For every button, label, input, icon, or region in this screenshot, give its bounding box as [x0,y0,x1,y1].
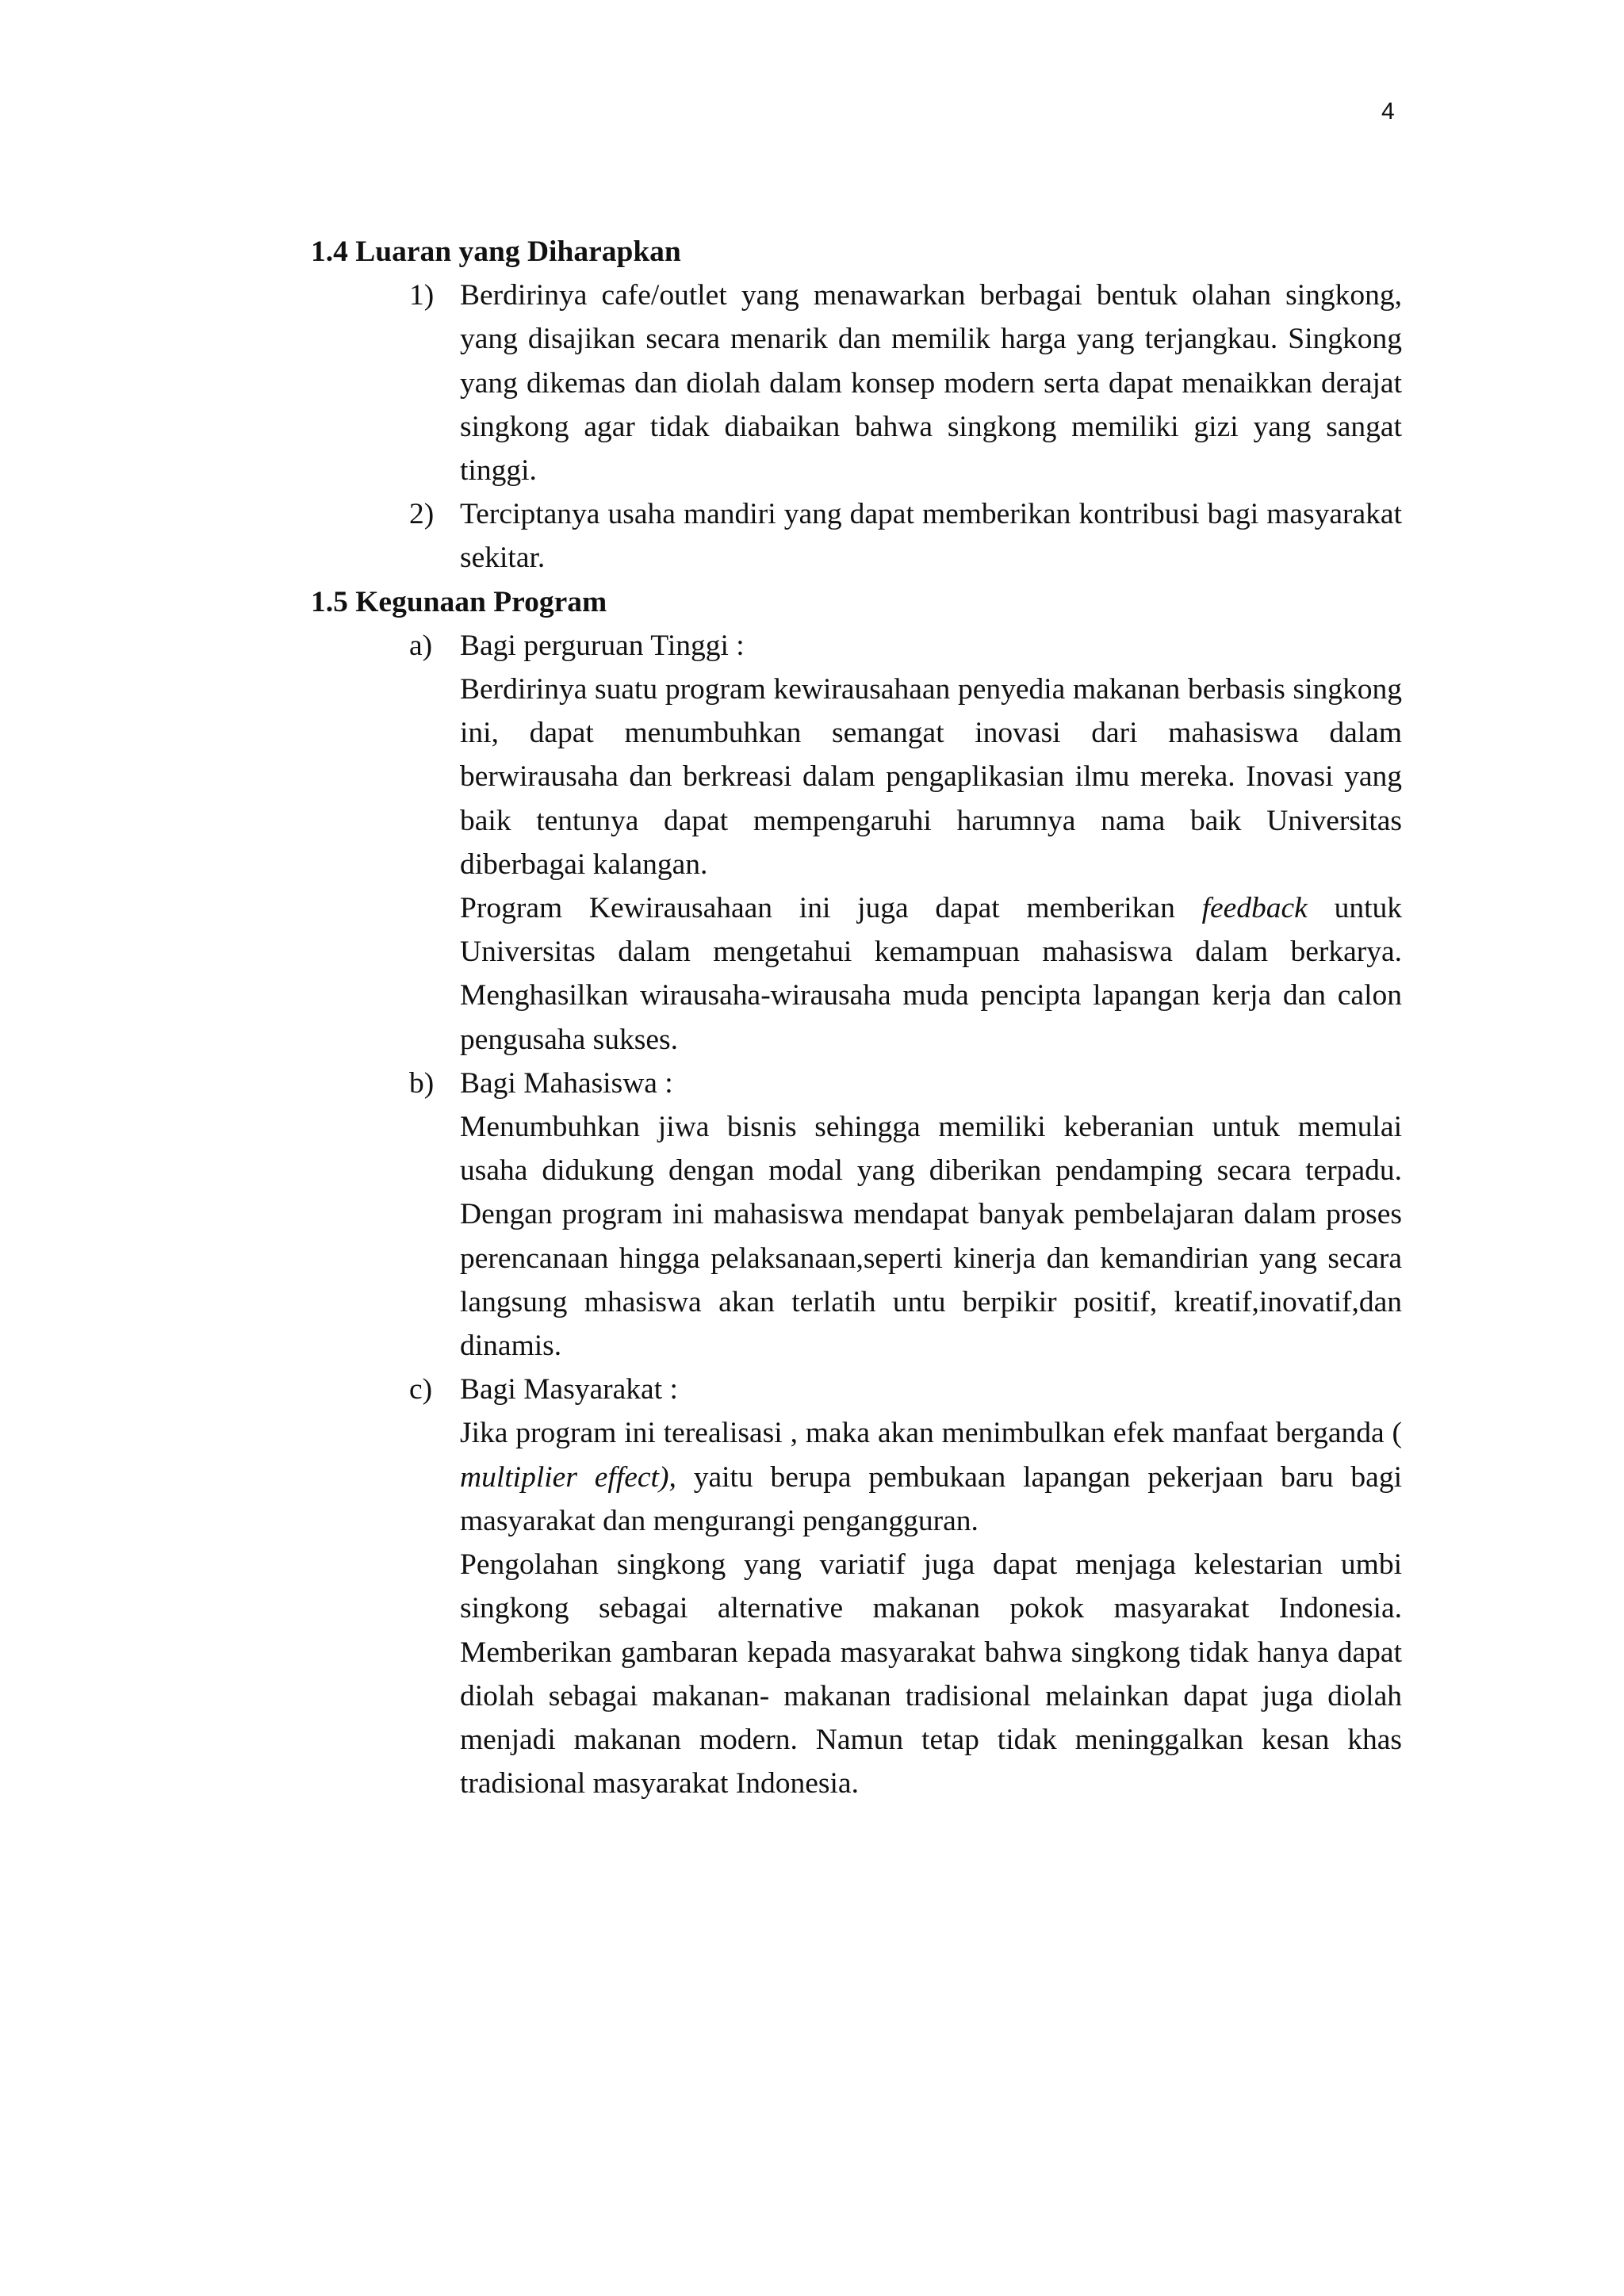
section-heading-kegunaan: 1.5 Kegunaan Program [311,585,607,618]
document-body [311,230,1402,1805]
list-marker: a) [409,629,433,662]
list-marker: b) [409,1066,435,1100]
list-item-mahasiswa [311,1062,1402,1368]
italic-term: multiplier effect), [460,1460,676,1494]
section-heading-luaran: 1.4 Luaran yang Diharapkan [311,235,681,268]
list-item-luaran-2 [311,492,1402,580]
text-run: Program Kewirausahaan ini juga dapat memberikan [460,892,1202,925]
paragraph: Berdirinya suatu program kewirausahaan penyedia makanan berbasis singkong ini, dapat menumbuhkan semangat inovasi dari mahasiswa dalam berwirausaha dan berkreasi dalam pengaplikasian ilmu mereka. Inovasi yang baik tentunya dapat mempengaruhi harumnya nama baik Universitas diberbagai kalangan. [460,673,1402,881]
paragraph [460,1411,1402,1543]
list-marker: 1) [409,279,435,312]
page-number: 4 [1381,98,1395,124]
subsection-label: Bagi Masyarakat : [460,1373,678,1406]
subsection-label: Bagi perguruan Tinggi : [460,629,745,662]
list-item-masyarakat [311,1368,1402,1805]
list-marker: c) [409,1373,433,1406]
paragraph: Pengolahan singkong yang variatif juga dapat menjaga kelestarian umbi singkong sebagai alternative makanan pokok masyarakat Indonesia. Memberikan gambaran kepada masyarakat bahwa singkong tidak hanya dapat diolah sebagai makanan- makanan tradisional melainkan dapat juga diolah menjadi makanan modern. Namun tetap tidak meninggalkan kesan khas tradisional masyarakat Indonesia. [460,1548,1402,1800]
text-run: yaitu berupa pembukaan lapangan pekerjaan baru bagi masyarakat dan mengurangi pengangguran. [460,1460,1402,1537]
paragraph [460,886,1402,1062]
text-run: Jika program ini terealisasi , maka akan menimbulkan efek manfaat berganda ( [460,1417,1402,1450]
list-item-luaran-1 [311,274,1402,492]
text-run: untuk Universitas dalam mengetahui kemampuan mahasiswa dalam berkarya. Menghasilkan wirausaha-wirausaha muda pencipta lapangan kerja dan calon pengusaha sukses. [460,892,1402,1056]
italic-term: feedback [1201,892,1308,925]
list-item-text: Terciptanya usaha mandiri yang dapat memberikan kontribusi bagi masyarakat sekitar. [460,498,1402,575]
list-item-text: Berdirinya cafe/outlet yang menawarkan berbagai bentuk olahan singkong, yang disajikan secara menarik dan memilik harga yang terjangkau. Singkong yang dikemas dan diolah dalam konsep modern serta dapat menaikkan derajat singkong agar tidak diabaikan bahwa singkong memiliki gizi yang sangat tinggi. [460,279,1402,488]
paragraph: Menumbuhkan jiwa bisnis sehingga memiliki keberanian untuk memulai usaha didukung dengan modal yang diberikan pendamping secara terpadu. Dengan program ini mahasiswa mendapat banyak pembelajaran dalam proses perencanaan hingga pelaksanaan,seperti kinerja dan kemandirian yang secara langsung mhasiswa akan terlatih untu berpikir positif, kreatif,inovatif,dan dinamis. [460,1111,1402,1363]
subsection-label: Bagi Mahasiswa : [460,1066,673,1100]
list-marker: 2) [409,498,435,531]
list-item-perguruan-tinggi [311,624,1402,1062]
